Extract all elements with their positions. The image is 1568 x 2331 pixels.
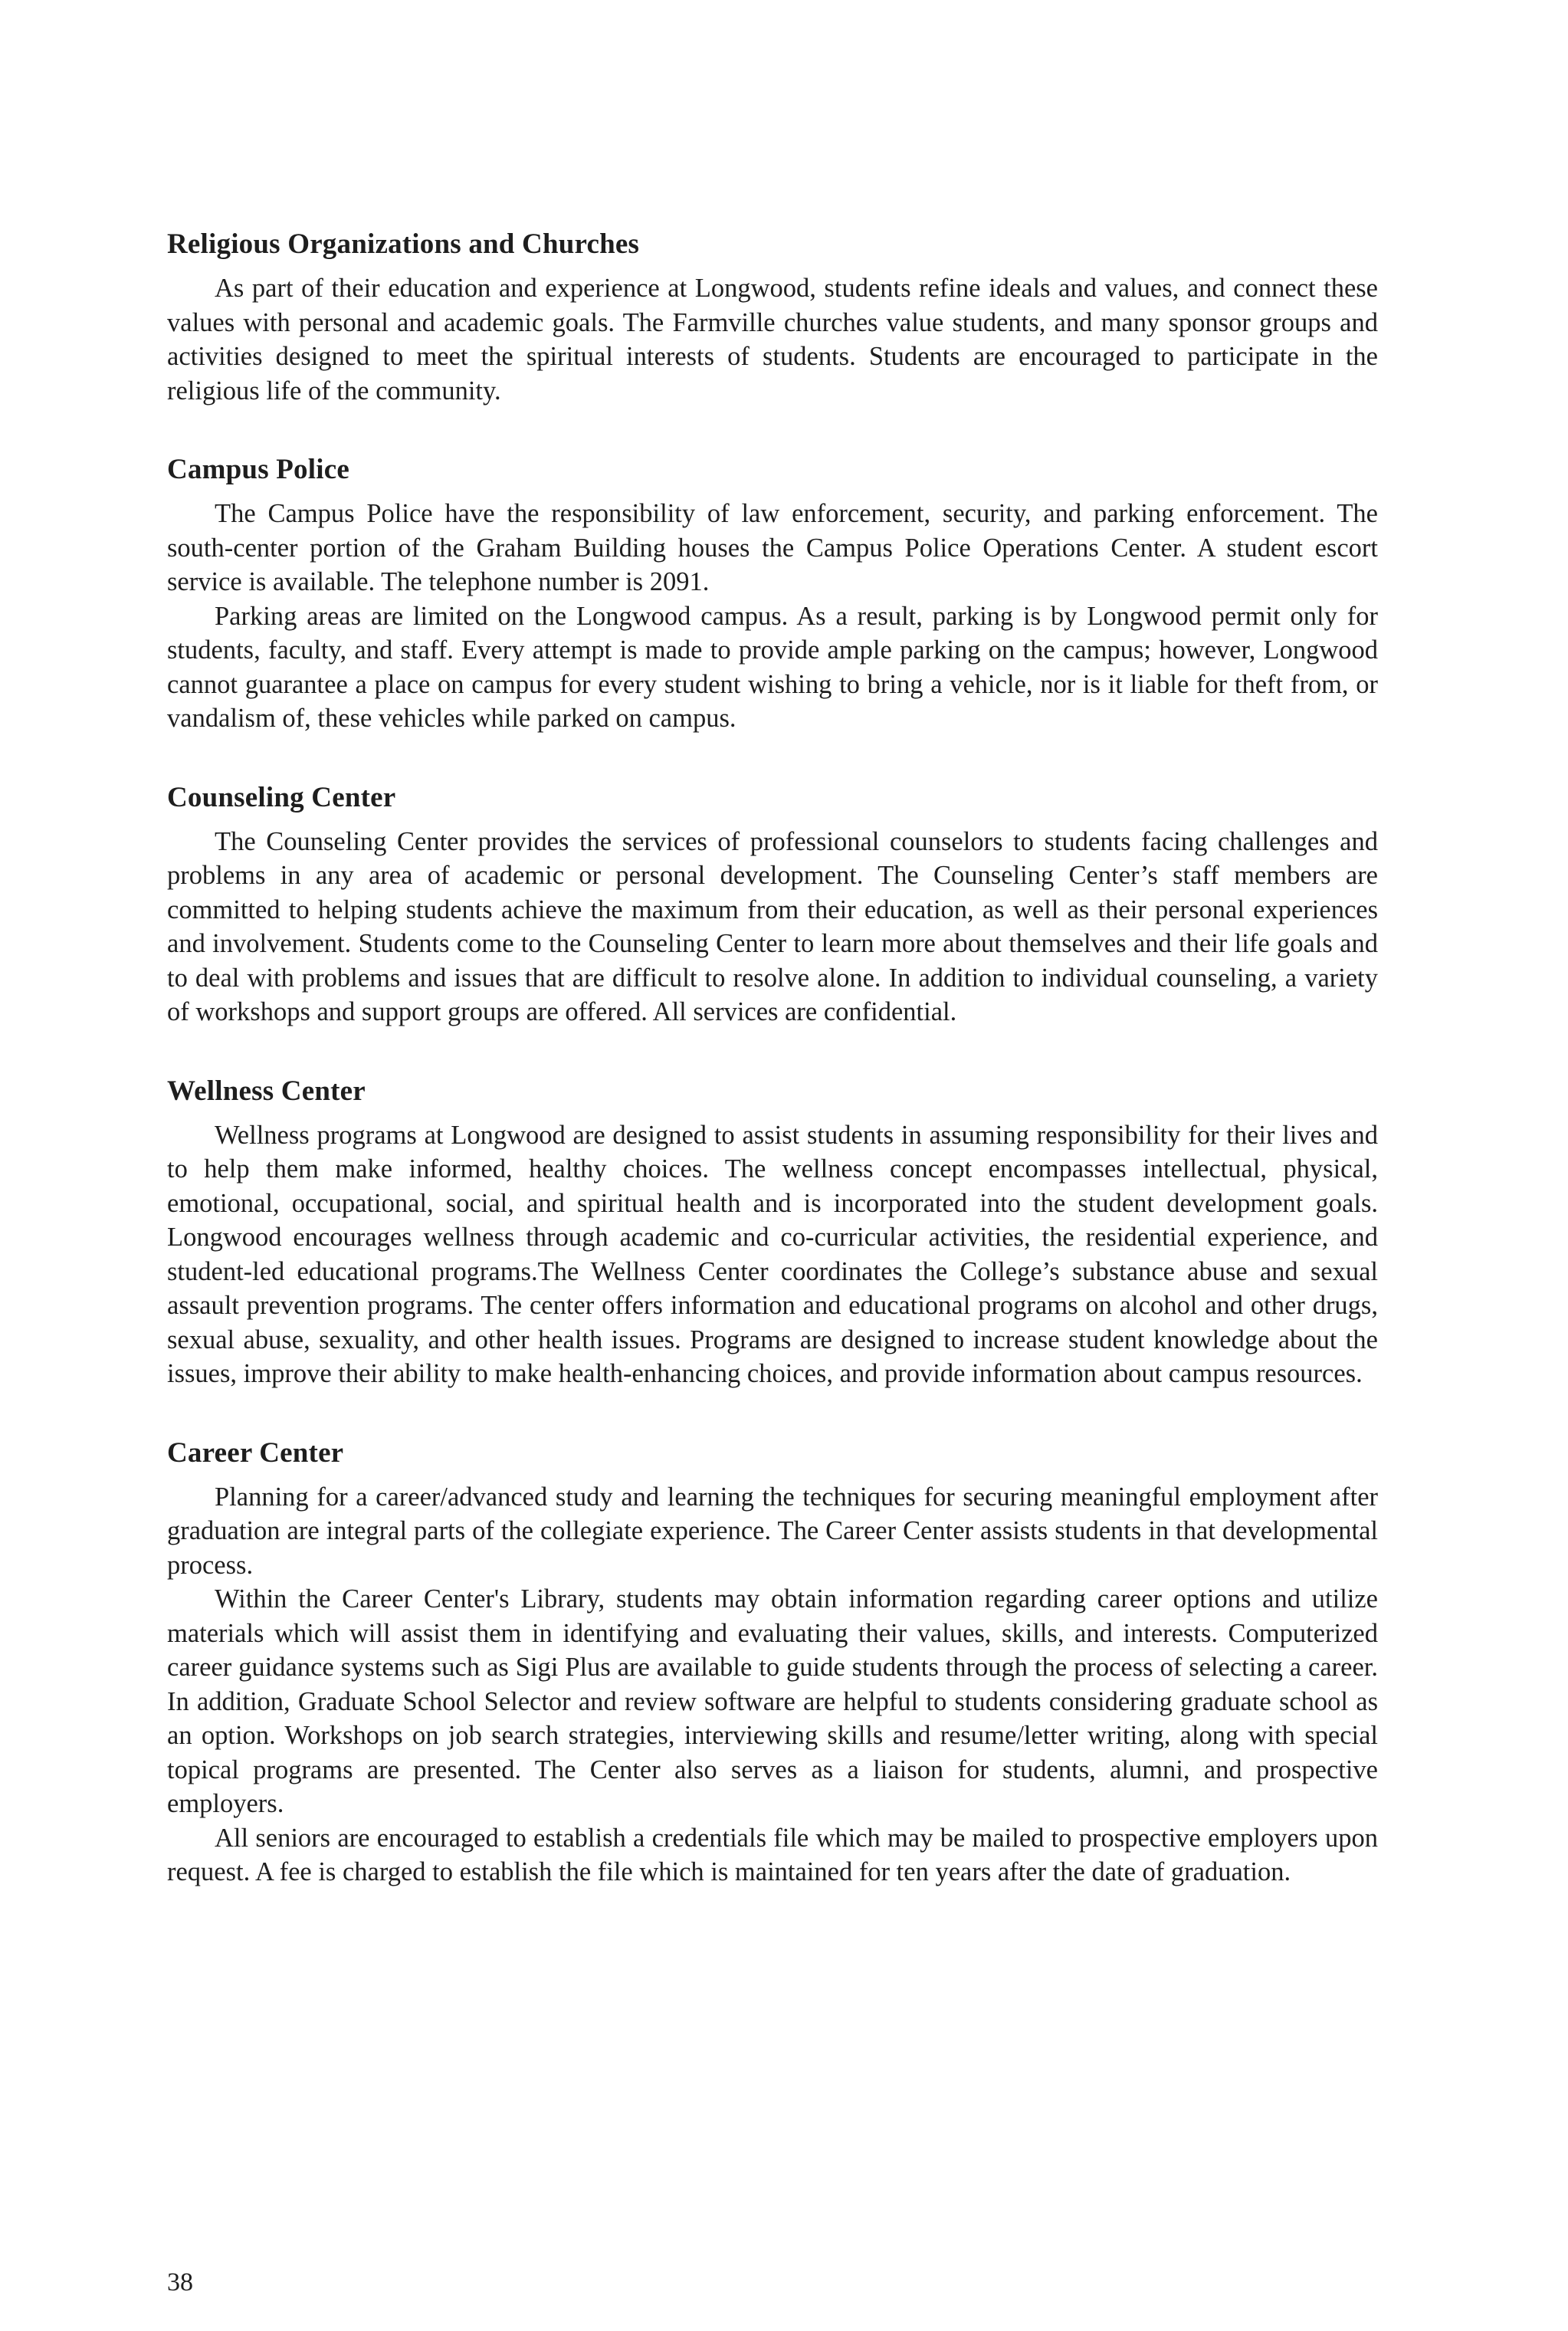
section-paragraph: Wellness programs at Longwood are designed to assist students in assuming responsibility for their lives and to help them make informed, healthy choices. The wellness concept encompasses intellectual, physical, emotional, occupational, social, and spiritual health and is incorporated into the student development goals. Longwood encourages wellness through academic and co-curricular activities, the residential experience, and student-led educational programs.The Wellness Center coordinates the College’s substance abuse and sexual assault prevention programs. The center offers information and educational programs on alcohol and other drugs, sexual abuse, sexuality, and other health issues. Programs are designed to increase student knowledge about the issues, improve their ability to make health-enhancing choices, and provide information about campus resources. [167, 1120, 1378, 1388]
section-paragraph: Planning for a career/advanced study and learning the techniques for securing meaningful employment after graduation are integral parts of the collegiate experience. The Career Center assists students in that developmental process. [167, 1482, 1378, 1580]
section-paragraph: The Campus Police have the responsibility of law enforcement, security, and parking enforcement. The south-center portion of the Graham Building houses the Campus Police Operations Center. A student escort service is available. The telephone number is 2091. [167, 499, 1378, 596]
section-paragraph: Within the Career Center's Library, students may obtain information regarding career options and utilize materials which will assist them in identifying and evaluating their values, skills, and interests. Computerized career guidance systems such as Sigi Plus are available to guide students through the process of selecting a career. In addition, Graduate School Selector and review software are helpful to students considering graduate school as an option. Workshops on job search strategies, interviewing skills and resume/letter writing, along with special topical programs are presented. The Center also serves as a liaison for students, alumni, and prospective employers. [167, 1584, 1378, 1818]
section-counseling-center [167, 780, 1378, 1029]
section-paragraph: Parking areas are limited on the Longwood campus. As a result, parking is by Longwood permit only for students, faculty, and staff. Every attempt is made to provide ample parking on the campus; however, Longwood cannot guarantee a place on campus for every student wishing to bring a vehicle, nor is it liable for theft from, or vandalism of, these vehicles while parked on campus. [167, 601, 1378, 733]
section-wellness-center [167, 1074, 1378, 1391]
page-number: 38 [167, 2268, 193, 2297]
section-paragraph: As part of their education and experience at Longwood, students refine ideals and values, and connect these values with personal and academic goals. The Farmville churches value students, and many sponsor groups and activities designed to meet the spiritual interests of students. Students are encouraged to participate in the religious life of the community. [167, 274, 1378, 405]
section-paragraph: All seniors are encouraged to establish a credentials file which may be mailed to prospective employers upon request. A fee is charged to establish the file which is maintained for ten years after the date of graduation. [167, 1823, 1378, 1886]
section-paragraph: The Counseling Center provides the services of professional counselors to students facing challenges and problems in any area of academic or personal development. The Counseling Center’s staff members are committed to helping students achieve the maximum from their education, as well as their personal experiences and involvement. Students come to the Counseling Center to learn more about themselves and their life goals and to deal with problems and issues that are difficult to resolve alone. In addition to individual counseling, a variety of workshops and support groups are offered. All services are confidential. [167, 826, 1378, 1026]
section-heading: Career Center [167, 1436, 344, 1469]
section-heading: Religious Organizations and Churches [167, 228, 640, 260]
section-career-center [167, 1436, 1378, 1889]
section-heading: Wellness Center [167, 1075, 366, 1107]
page-body [167, 227, 1378, 1934]
section-religious-organizations [167, 227, 1378, 408]
section-heading: Campus Police [167, 454, 349, 485]
section-campus-police [167, 452, 1378, 736]
section-heading: Counseling Center [167, 781, 396, 813]
